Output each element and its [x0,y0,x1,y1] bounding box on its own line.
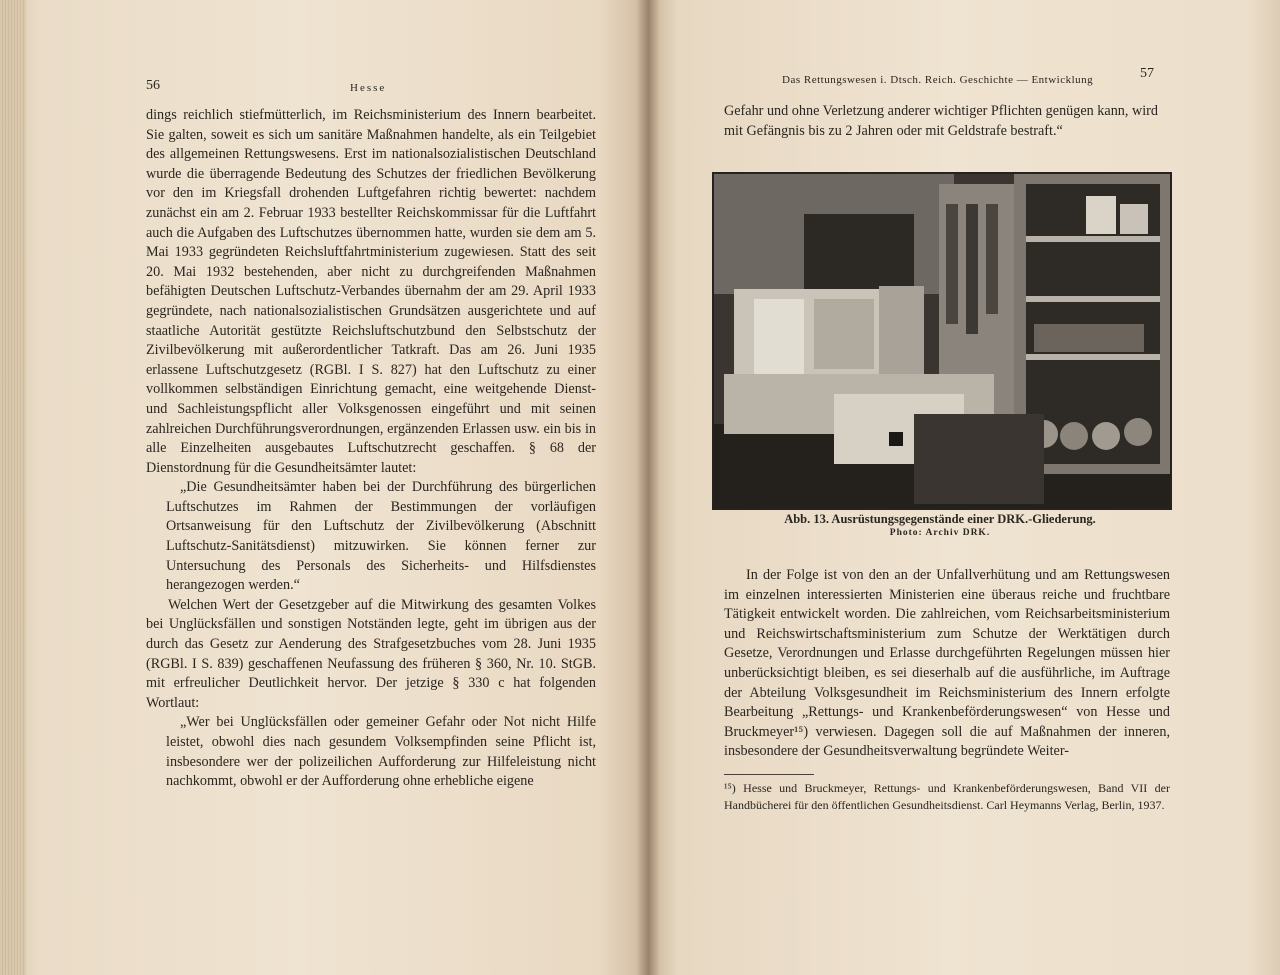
figure-caption: Abb. 13. Ausrüstungsgegenstände einer DRK.-Gliederung. [784,512,1096,526]
left-paragraph-1: dings reichlich stiefmütterlich, im Reichsministerium des Innern bearbeitet. Sie galten, soweit es sich um sanitäre Maßnahmen handelte, als ein Teilgebiet des allgemeinen Rettungswesens. Erst im nationalsozialistischen Deutschland wurde die überragende Bedeutung des Schutzes der friedlichen Bevölkerung vor den im Kriegsfall drohenden Luftgefahren richtig bewertet: nachdem zunächst ein am 2. Februar 1933 bestellter Reichskommissar für die Luftfahrt auch die Aufgaben des Luftschutzes übernommen hatte, wurden sie dem am 5. Mai 1933 gegründeten Reichsluftfahrtministerium zugewiesen. Statt des seit 20. Mai 1932 bestehenden, aber nicht zu durchgreifenden Maßnahmen befähigten Deutschen Luftschutz-Verbandes übernahm der am 29. April 1933 gegründete, nach nationalsozialistischen Grundsätzen ausgerichtete und auf staatliche Autorität gestützte Reichsluftschutzbund den Selbstschutz der Zivilbevölkerung mit außerordentlicher Tatkraft. Das am 26. Juni 1935 erlassene Luftschutzgesetz (RGBl. I S. 827) hat den Luftschutz zu einer vollkommen selbständigen Einrichtung gemacht, eine weitgehende Dienst- und Sachleistungspflicht aller Volksgenossen eingeführt und mit seinen zahlreichen Durchführungsverordnungen, ergänzenden Erlassen usw. ein bis in alle Einzelheiten ausgebautes Luftschutzrecht geschaffen. § 68 der Dienstordnung für die Gesundheitsämter lautet: [146,107,596,476]
footnote-rule [724,774,814,775]
right-paragraph-main: In der Folge ist von den an der Unfallverhütung und am Rettungswesen im einzelnen interessierten Ministerien eine überaus reiche und fruchtbare Tätigkeit entwickelt worden. Die zahlreichen, vom Reichsarbeitsministerium und Reichswirtschaftsministerium zum Schutze der Werktätigen durch Gesetze, Verordnungen und Erlasse durchgeführten Regelungen müssen hier unberücksichtigt bleiben, es sei dieserhalb auf die ausführliche, im Auftrage der Abteilung Volksgesundheit im Reichsministerium des Innern erfolgte Bearbeitung „Rettungs- und Krankenbeförderungswesen“ von Hesse und Bruckmeyer¹⁵) verwiesen. Dagegen soll die auf Maßnahmen der inneren, insbesondere der Gesundheitsverwaltung begründete Weiter- [724,567,1170,760]
equipment-cabinet-photo [714,174,1170,508]
right-running-head: Das Rettungswesen i. Dtsch. Reich. Geschichte — Entwicklung [782,74,1094,86]
right-paragraph-top: Gefahr und ohne Verletzung anderer wichtiger Pflichten genügen kann, wird mit Gefängnis bis zu 2 Jahren oder mit Geldstrafe bestraft.“ [724,103,1158,139]
left-paragraph-2: Welchen Wert der Gesetzgeber auf die Mitwirkung des gesamten Volkes bei Unglücksfällen und sonstigen Notständen legte, geht im übrigen aus der durch das Gesetz zur Aenderung des Strafgesetzbuches vom 28. Juni 1935 (RGBl. I S. 839) geschaffenen Neufassung des früheren § 360, Nr. 10. StGB. mit erfreulicher Deutlichkeit hervor. Der jetzige § 330 c hat folgenden Wortlaut: [146,596,596,711]
right-page-number: 57 [1140,66,1154,81]
left-quote-2: „Wer bei Unglücksfällen oder gemeiner Gefahr oder Not nicht Hilfe leistet, obwohl dies nach gesundem Volksempfinden seine Pflicht ist, insbesondere wer der polizeilichen Aufforderung zur Hilfeleistung nicht nachkommt, obwohl er der Aufforderung ohne erhebliche eigene [166,714,596,790]
footnote: ¹⁵) Hesse und Bruckmeyer, Rettungs- und Krankenbeförderungswesen, Band VII der Handbücherei für den öffentlichen Gesundheitsdienst. Carl Heymanns Verlag, Berlin, 1937. [724,781,1170,812]
figure-photo [712,172,1172,510]
left-page-body [146,106,596,792]
left-page-number: 56 [146,78,160,93]
book-gutter [636,0,660,975]
left-running-head: Hesse [350,82,387,94]
left-quote-1: „Die Gesundheitsämter haben bei der Durchführung des bürgerlichen Luftschutzes im Rahmen der Bestimmungen der vorläufigen Ortsanweisung für den Luftschutz der Zivilbevölkerung (Abschnitt Luftschutz-Sanitätsdienst) mitzuwirken. Sie können ferner zur Untersuchung des Personals des Sicherheits- und Hilfsdienstes herangezogen werden.“ [166,479,596,594]
figure-credit: Photo: Archiv DRK. [889,528,991,538]
right-page-body [724,566,1170,762]
page-edges [0,0,26,975]
right-top-text [724,102,1158,141]
